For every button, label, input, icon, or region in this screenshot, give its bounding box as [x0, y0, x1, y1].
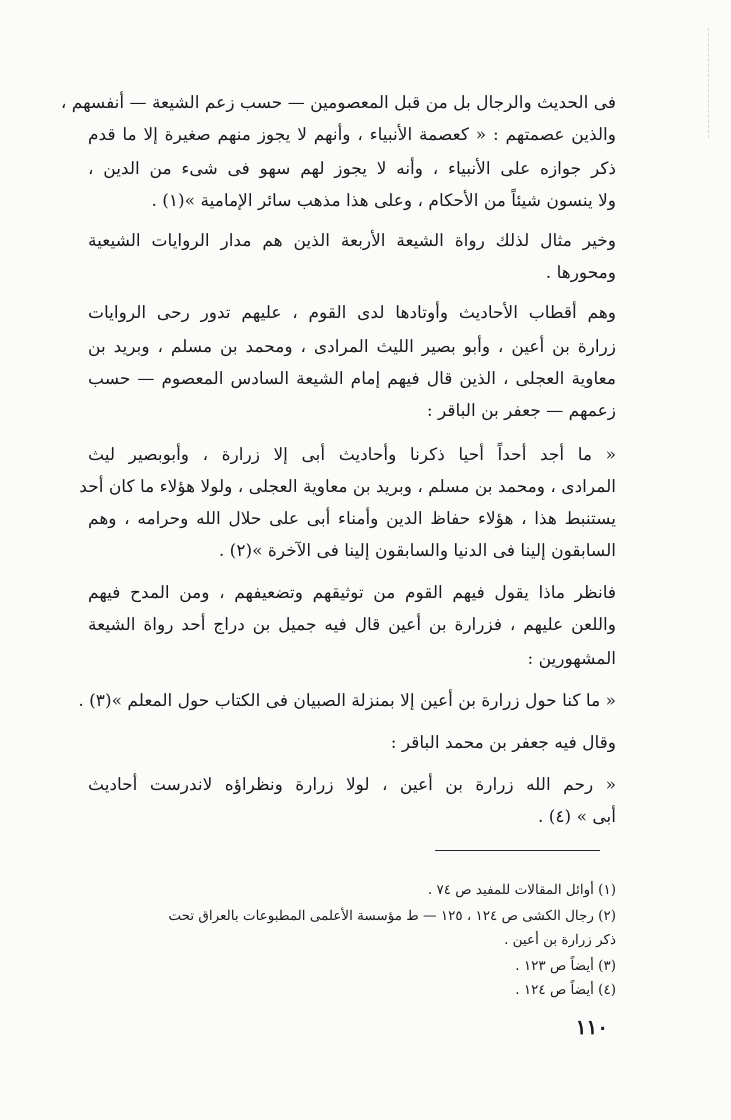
body-line: ومحورها . [545, 263, 616, 283]
quote-line: « رحم الله زرارة بن أعين ، لولا زرارة ونظراؤه لاندرست أحاديث [88, 775, 616, 795]
body-line: فى الحديث والرجال بل من قبل المعصومين — حسب زعم الشيعة — أنفسهم ، [60, 93, 616, 113]
page-number: ١١٠ [575, 1015, 608, 1039]
body-line: وخير مثال لذلك رواة الشيعة الأربعة الذين هم مدار الروايات الشيعية [88, 231, 616, 251]
quote-line: السابقون إلينا فى الدنيا والسابقون إلينا فى الآخرة »(٢) . [218, 541, 616, 561]
body-line: وقال فيه جعفر بن محمد الباقر : [390, 733, 616, 753]
body-line: معاوية العجلى ، الذين قال فيهم إمام الشيعة السادس المعصوم — حسب [88, 369, 616, 389]
scan-edge-mark [708, 28, 721, 138]
body-line: المشهورين : [527, 649, 616, 669]
footnote-separator [435, 850, 600, 851]
body-line: زرارة بن أعين ، وأبو بصير الليث المرادى ، ومحمد بن مسلم ، وبريد بن [88, 337, 616, 357]
body-line: وهم أقطاب الأحاديث وأوتادها لدى القوم ، عليهم تدور رحى الروايات [88, 303, 616, 323]
body-line: والذين عصمتهم : « كعصمة الأنبياء ، وأنهم لا يجوز منهم صغيرة إلا ما قدم [88, 125, 616, 145]
body-line: فانظر ماذا يقول فيهم القوم من توثيقهم وتضعيفهم ، ومن المدح فيهم [88, 583, 616, 603]
body-line: ذكر جوازه على الأنبياء ، وأنه لا يجوز لهم سهو فى شىء من الدين ، [88, 159, 616, 179]
quote-line: « ما أجد أحداً أحيا ذكرنا وأحاديث أبى إلا زرارة ، وأبوبصير ليث [88, 445, 616, 465]
footnote: (٢) رجال الكشى ص ١٢٤ ، ١٢٥ — ط مؤسسة الأعلمى المطبوعات بالعراق تحت [168, 908, 616, 924]
body-line: واللعن عليهم ، فزرارة بن أعين قال فيه جميل بن دراج أحد رواة الشيعة [88, 615, 616, 635]
quote-line: المرادى ، ومحمد بن مسلم ، وبريد بن معاوية العجلى ، ولولا هؤلاء ما كان أحد [79, 477, 616, 497]
body-line: ولا ينسون شيئاً من الأحكام ، وعلى هذا مذهب سائر الإمامية »(١) . [151, 191, 616, 211]
footnote-continuation: ذكر زرارة بن أعين . [504, 932, 616, 948]
quote-line: يستنبط هذا ، هؤلاء حفاظ الدين وأمناء أبى على حلال الله وحرامه ، وهم [88, 509, 616, 529]
footnote: (١) أوائل المقالات للمفيد ص ٧٤ . [427, 882, 616, 898]
footnote: (٤) أيضاً ص ١٢٤ . [515, 982, 616, 998]
body-line: زعمهم — جعفر بن الباقر : [426, 401, 616, 421]
quote-line: أبى » (٤) . [537, 807, 616, 827]
footnote: (٣) أيضاً ص ١٢٣ . [515, 958, 616, 974]
quote-line: « ما كنا حول زرارة بن أعين إلا بمنزلة الصبيان فى الكتاب حول المعلم »(٣) . [78, 691, 616, 711]
